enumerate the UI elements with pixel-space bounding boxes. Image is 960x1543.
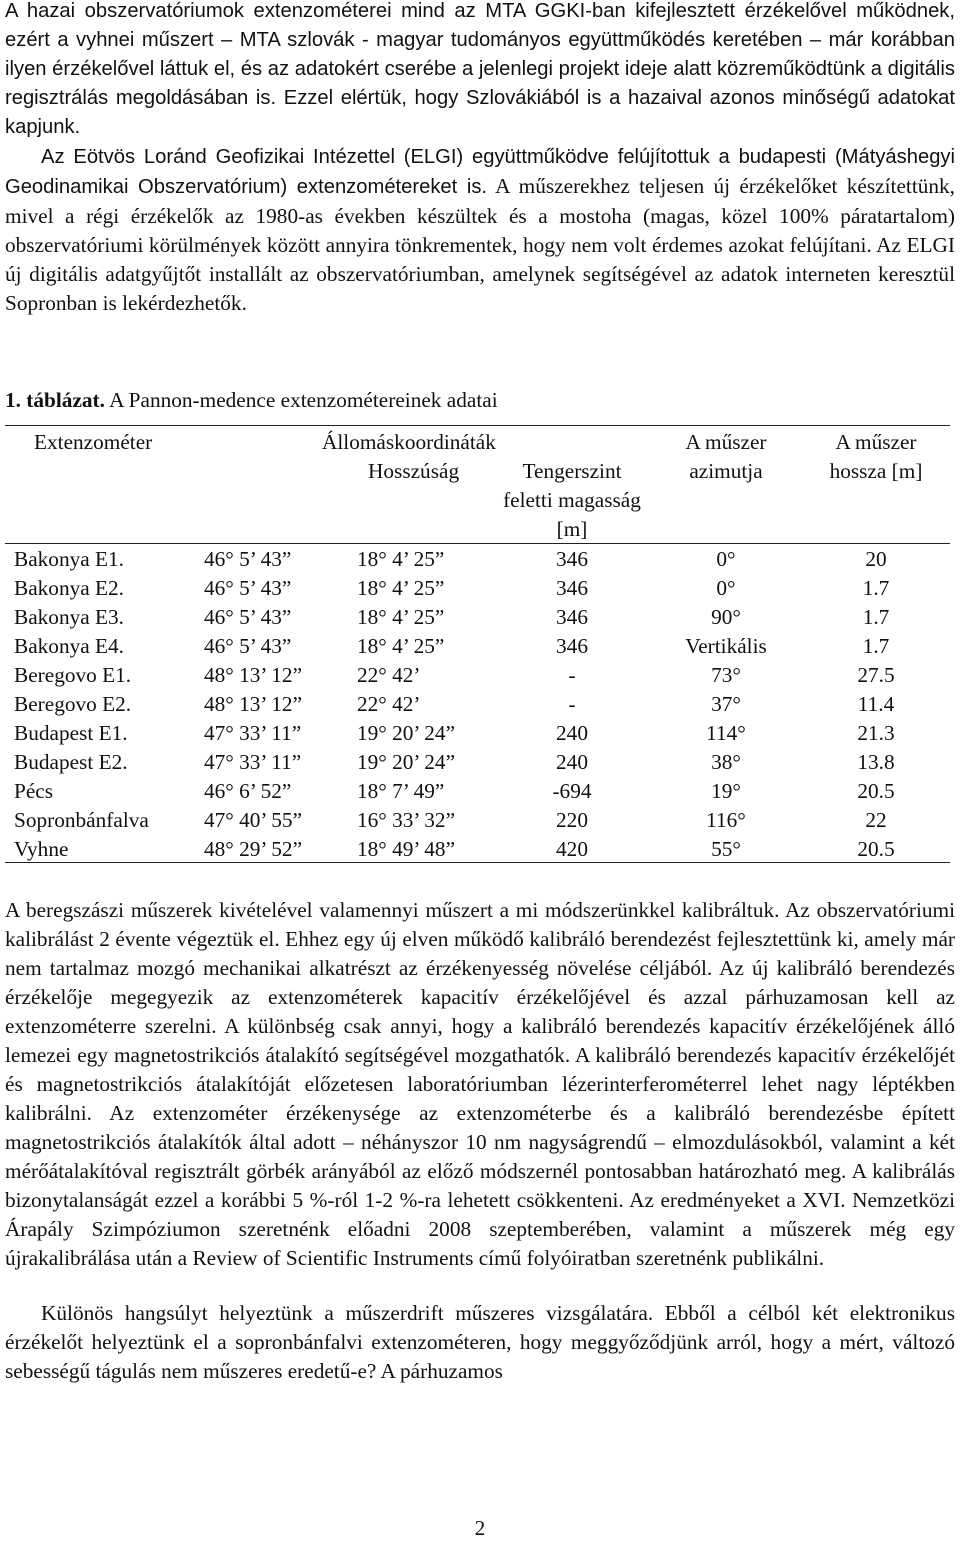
table-cell-longitude: 18° 7’ 49” [357,779,445,803]
table-cell-longitude: 18° 4’ 25” [357,605,445,629]
table-cell-instrument: Bakonya E1. [14,547,125,571]
table-cell-altitude: 346 [556,547,588,571]
table-cell-azimuth: 38° [711,750,741,774]
table-cell-length: 13.8 [857,750,895,774]
table-cell-latitude: 48° 29’ 52” [204,837,303,861]
header-length: A műszer hossza [m] [829,430,923,483]
table-cell-altitude: - [568,663,576,687]
table-cell-latitude: 47° 33’ 11” [204,721,302,745]
table-cell-azimuth: 0° [716,576,736,600]
table-cell-latitude: 46° 6’ 52” [204,779,292,803]
table-cell-instrument: Sopronbánfalva [14,808,149,832]
table-cell-latitude: 46° 5’ 43” [204,547,292,571]
table-cell-length: 21.3 [857,721,895,745]
table-cell-instrument: Beregovo E2. [14,692,132,716]
table-cell-azimuth: 19° [711,779,741,803]
table-cell-instrument: Pécs [14,779,54,803]
table-cell-altitude: 420 [556,837,588,861]
table-cell-altitude: 220 [556,808,588,832]
table-cell-longitude: 18° 49’ 48” [357,837,456,861]
table-cell-length: 22 [865,808,887,832]
table-cell-longitude: 18° 4’ 25” [357,634,445,658]
table-cell-length: 20.5 [857,779,895,803]
table-cell-altitude: 346 [556,576,588,600]
table-cell-azimuth: 0° [716,547,736,571]
table-cell-azimuth: 90° [711,605,741,629]
table-cell-instrument: Beregovo E1. [14,663,132,687]
header-azimuth: A műszer azimutja [685,430,767,483]
table-cell-longitude: 16° 33’ 32” [357,808,456,832]
table-bottom-rule [5,862,950,863]
table-cell-instrument: Budapest E1. [14,721,128,745]
table-cell-altitude: 346 [556,634,588,658]
header-longitude: Hosszúság [368,459,460,483]
table-cell-length: 1.7 [862,576,890,600]
table-cell-instrument: Vyhne [14,837,69,861]
paragraph-calibration: A beregszászi műszerek kivételével valamennyi műszert a mi módszerünkkel kalibráltuk. Az obszervatóriumi kalibrálást 2 évente végeztük el. Ehhez egy új elven működő kalibráló berendezést fejlesztettünk ki, amely már nem tartalmaz mozgó mechanikai alkatrészt az érzékenyesség növelése céljából. Az új kalibráló berendezés érzékelője megegyezik az extenzométerek kapacitív érzékelőjével és azzal párhuzamosan kell az extenzométerre szerelni. A különbség csak annyi, hogy a kalibráló berendezés kapacitív érzékelőjének álló lemezei egy magnetostrikciós átalakító segítségével mozgathatók. A kalibráló berendezés kapacitív érzékelőjét és magnetostrikciós átalakítóját előzetesen laboratóriumban lézerinterferométerrel lehet nagy léptékben kalibrálni. Az extenzométer érzékenysége az extenzométerbe és a kalibráló berendezésbe épített magnetostrikciós átalakítók által adott – néhányszor 10 nm nagyságrendű – elmozdulásokból, valamint a két mérőátalakítóval regisztrált görbék arányából az előző módszernél pontosabban határozható meg. A kalibrálás bizonytalanságát ezzel a korábbi 5 %-ról 1-2 %-ra lehetett csökkenteni. Az eredményeket a XVI. Nemzetközi Árapály Szimpóziumon szeretnénk előadni 2008 szeptemberében, valamint a műszerek még egy újrakalibrálása után a Review of Scientific Instruments című folyóiratban szeretnénk publikálni. [5,898,955,1270]
table-cell-latitude: 48° 13’ 12” [204,663,303,687]
table-cell-length: 20 [865,547,887,571]
table-cell-latitude: 47° 33’ 11” [204,750,302,774]
table-cell-length: 11.4 [857,692,895,716]
table-cell-instrument: Budapest E2. [14,750,128,774]
table-cell-length: 27.5 [857,663,895,687]
table-cell-altitude: 240 [556,721,588,745]
header-coordinates: Állomáskoordináták [322,430,496,454]
table-cell-length: 1.7 [862,605,890,629]
paragraph-drift-testing: Különös hangsúlyt helyeztünk a műszerdrift műszeres vizsgálatára. Ebből a célból két elektronikus érzékelőt helyeztünk el a sopronbánfalvi extenzométeren, hogy meggyőződjünk arról, hogy a mért, változó sebességű tágulás nem műszeres eredetű-e? A párhuzamos [5,1301,955,1383]
table-cell-azimuth: 55° [711,837,741,861]
table-cell-altitude: 240 [556,750,588,774]
table-cell-altitude: -694 [552,779,592,803]
table-cell-azimuth: 116° [706,808,746,832]
table-cell-length: 1.7 [862,634,890,658]
table-cell-length: 20.5 [857,837,895,861]
table-cell-latitude: 46° 5’ 43” [204,605,292,629]
table-cell-longitude: 18° 4’ 25” [357,576,445,600]
paragraph-intro: A hazai obszervatóriumok extenzométerei mind az MTA GGKI-ban kifejlesztett érzékelővel működnek, ezért a vyhnei műszert – MTA szlovák - magyar tudományos együttműködés keretében – már korábban ilyen érzékelővel láttuk el, és az adatokért cserébe a jelenlegi projekt ideje alatt közreműködtünk a digitális regisztrálás megoldásában is. Ezzel elértük, hogy Szlovákiából is a hazaival azonos minőségű adatokat kapjunk. [5,0,955,138]
paragraph-elgi [5,142,955,318]
table-cell-instrument: Bakonya E2. [14,576,125,600]
paragraph-elgi-lead: Az Eötvös Loránd Geofizikai Intézettel (ELGI) együttműködve felújítottuk a budapesti (Mátyáshegyi Geodinamikai Obszervatórium) extenzométereket is. [5,146,955,198]
table-cell-azimuth: 73° [711,663,741,687]
table-cell-instrument: Bakonya E4. [14,634,125,658]
table-cell-azimuth: 37° [711,692,741,716]
table-cell-altitude: 346 [556,605,588,629]
table-cell-longitude: 18° 4’ 25” [357,547,445,571]
table-cell-longitude: 22° 42’ [357,663,421,687]
table-cell-instrument: Bakonya E3. [14,605,125,629]
header-altitude: Tengerszint feletti magasság [m] [503,459,641,541]
table-cell-latitude: 46° 5’ 43” [204,576,292,600]
table-cell-latitude: 46° 5’ 43” [204,634,292,658]
table-cell-longitude: 19° 20’ 24” [357,750,456,774]
table-caption-label: 1. táblázat. [5,388,105,412]
page-number: 2 [474,1516,486,1540]
table-cell-longitude: 22° 42’ [357,692,421,716]
table-caption-text: A Pannon-medence extenzométereinek adatai [104,388,498,412]
table-header-rule [5,543,950,544]
table-cell-longitude: 19° 20’ 24” [357,721,456,745]
header-instrument: Extenzométer [34,430,153,454]
table-cell-azimuth: Vertikális [685,634,767,658]
paragraph-elgi-rest: A műszerekhez teljesen új érzékelőket készítettünk, mivel a régi érzékelők az 1980-as években készültek és a mostoha (magas, közel 100% páratartalom) obszervatóriumi körülmények között annyira tönkrementek, hogy nem volt érdemes azokat felújítani. Az ELGI új digitális adatgyűjtőt installált az obszervatóriumban, amelynek segítségével az adatok interneten keresztül Sopronban is lekérdezhetők. [5,174,956,315]
table-cell-latitude: 48° 13’ 12” [204,692,303,716]
table-top-rule [5,425,950,426]
table-cell-altitude: - [568,692,576,716]
table-cell-azimuth: 114° [706,721,746,745]
table-caption [5,386,498,415]
table-cell-latitude: 47° 40’ 55” [204,808,303,832]
